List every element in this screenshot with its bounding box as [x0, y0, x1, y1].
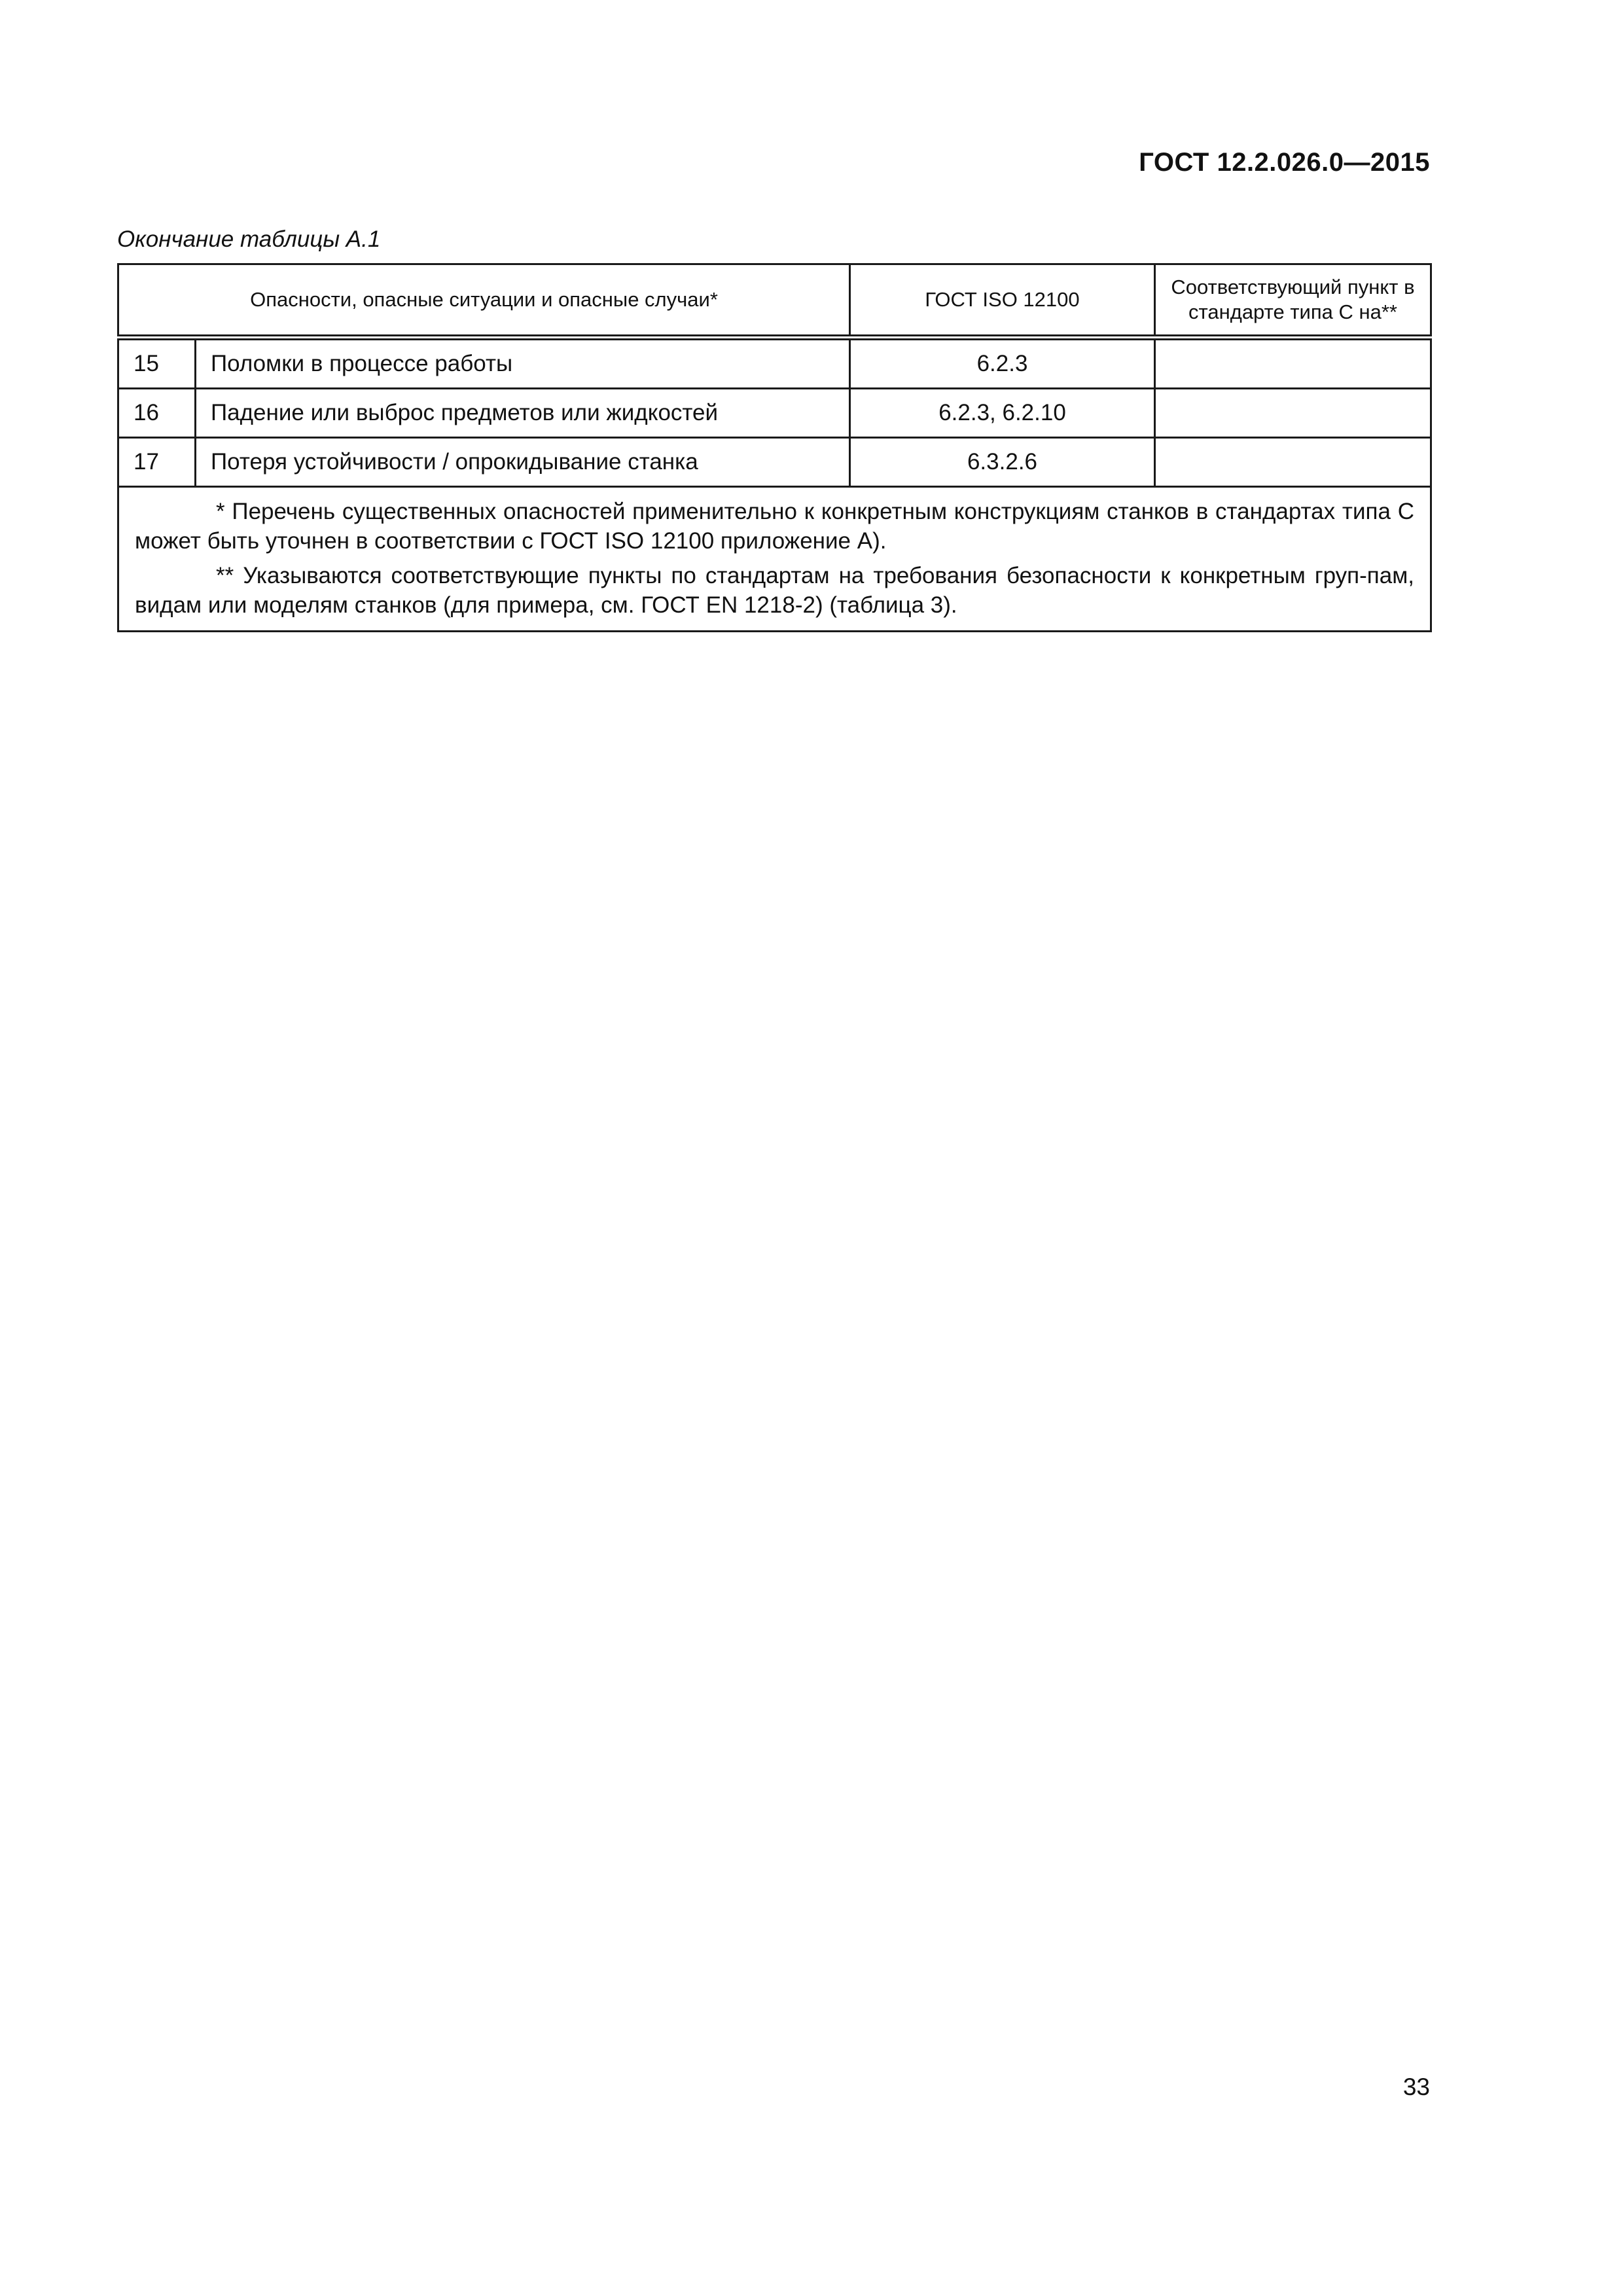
table-notes [118, 487, 1431, 632]
table-caption: Окончание таблицы А.1 [117, 226, 381, 252]
row-type-c-ref [1155, 438, 1431, 487]
table-row [118, 438, 1431, 487]
page-number: 33 [1402, 2073, 1430, 2100]
row-hazard: Падение или выброс предметов или жидкостей [196, 389, 850, 438]
row-hazard: Потеря устойчивости / опрокидывание станка [196, 438, 850, 487]
footnote-double-asterisk: ** Указываются соответствующие пункты по стандартам на требования безопасности к конкретным груп-пам, видам или моделям станков (для примера, см. ГОСТ EN 1218-2) (таблица 3). [135, 563, 1414, 618]
hazard-table [117, 263, 1432, 632]
row-type-c-ref [1155, 389, 1431, 438]
table-row [118, 338, 1431, 389]
table-row [118, 389, 1431, 438]
column-header-type-c: Соответствующий пункт в стандарте типа С на** [1155, 264, 1431, 338]
column-header-iso: ГОСТ ISO 12100 [850, 264, 1155, 338]
row-type-c-ref [1155, 338, 1431, 389]
row-number: 16 [118, 389, 196, 438]
table-notes-row [118, 487, 1431, 632]
row-iso-ref: 6.2.3, 6.2.10 [850, 389, 1155, 438]
row-number: 15 [118, 338, 196, 389]
footnote-single-asterisk: * Перечень существенных опасностей применительно к конкретным конструкциям станков в стандартах типа С может быть уточнен в соответствии с ГОСТ ISO 12100 приложение А). [135, 499, 1414, 554]
row-iso-ref: 6.2.3 [850, 338, 1155, 389]
row-hazard: Поломки в процессе работы [196, 338, 850, 389]
row-number: 17 [118, 438, 196, 487]
table-header-row [118, 264, 1431, 338]
document-header-code: ГОСТ 12.2.026.0—2015 [1139, 148, 1430, 177]
column-header-hazards: Опасности, опасные ситуации и опасные случаи* [118, 264, 850, 338]
row-iso-ref: 6.3.2.6 [850, 438, 1155, 487]
